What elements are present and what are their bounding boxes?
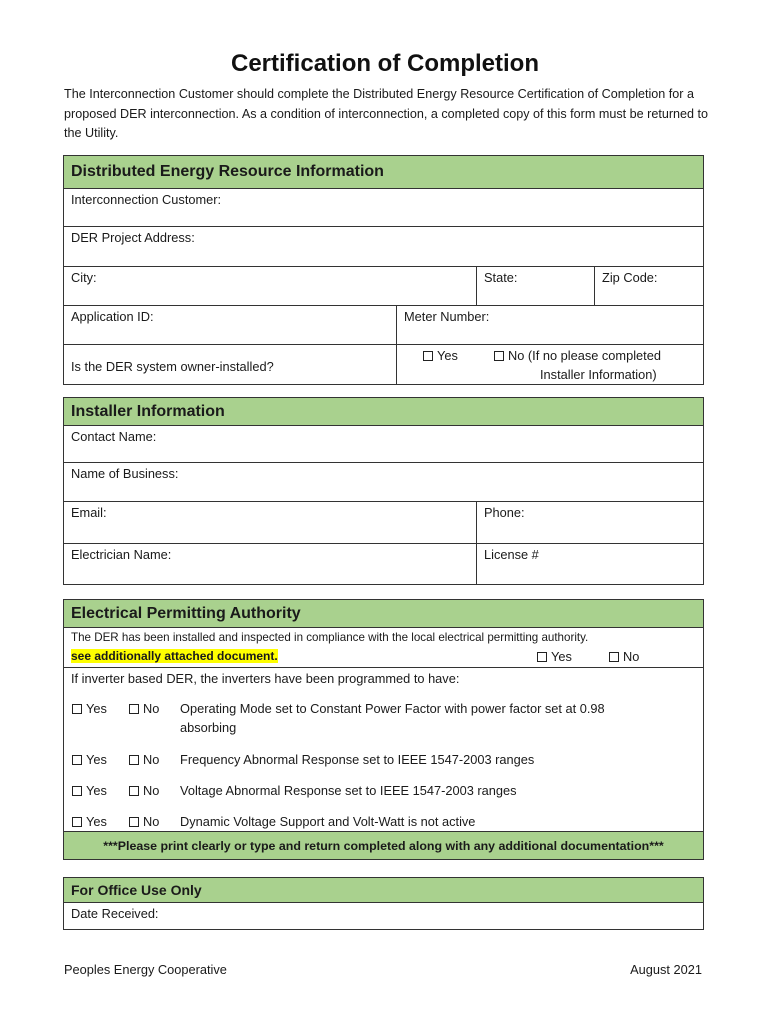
owner-no-label-continued: Installer Information) — [540, 367, 657, 382]
checkbox-icon[interactable] — [72, 755, 82, 765]
city-field[interactable]: City: — [64, 267, 477, 305]
intro-paragraph: The Interconnection Customer should complete the Distributed Energy Resource Certification of Completion for a proposed DER interconnection. As a condition of interconnection, a completed copy of this form must be returned to the Utility. — [64, 87, 709, 140]
inverter-block — [64, 668, 703, 832]
permit-yes-option[interactable] — [537, 649, 572, 664]
inverter-item — [72, 783, 702, 803]
checkbox-icon[interactable] — [72, 704, 82, 714]
inverter-yes-label: Yes — [86, 814, 107, 829]
office-use-section — [63, 877, 704, 930]
inverter-no-label: No — [143, 752, 160, 767]
footer-date: August 2021 — [630, 962, 702, 977]
der-project-address-field[interactable]: DER Project Address: — [71, 230, 195, 245]
inverter-no-option[interactable] — [129, 752, 159, 767]
permit-statement-row — [64, 628, 703, 668]
inverter-yes-label: Yes — [86, 752, 107, 767]
inverter-item — [72, 752, 702, 772]
inverter-item — [72, 814, 702, 832]
inverter-item-text-continued: absorbing — [180, 720, 237, 735]
checkbox-icon[interactable] — [129, 786, 139, 796]
checkbox-icon[interactable] — [129, 755, 139, 765]
inverter-yes-option[interactable] — [72, 701, 107, 716]
inverter-yes-label: Yes — [86, 701, 107, 716]
inverter-intro: If inverter based DER, the inverters have been programmed to have: — [71, 671, 460, 686]
checkbox-icon[interactable] — [72, 786, 82, 796]
permitting-header: Electrical Permitting Authority — [64, 600, 703, 628]
zip-code-field[interactable]: Zip Code: — [602, 270, 658, 285]
owner-yes-label: Yes — [437, 348, 458, 363]
checkbox-icon[interactable] — [537, 652, 547, 662]
owner-installed-label: Is the DER system owner-installed? — [71, 358, 274, 374]
inverter-no-label: No — [143, 701, 160, 716]
der-info-section — [63, 155, 704, 385]
owner-no-option[interactable] — [494, 348, 661, 363]
inverter-no-option[interactable] — [129, 783, 159, 798]
permit-no-option[interactable] — [609, 649, 639, 664]
owner-no-label: No (If no please completed — [508, 348, 661, 363]
inverter-no-option[interactable] — [129, 814, 159, 829]
inverter-no-label: No — [143, 814, 160, 829]
permitting-section — [63, 599, 704, 860]
inverter-yes-option[interactable] — [72, 783, 107, 798]
permit-no-label: No — [623, 649, 640, 664]
der-info-header: Distributed Energy Resource Information — [64, 156, 703, 189]
checkbox-icon[interactable] — [129, 704, 139, 714]
inverter-yes-label: Yes — [86, 783, 107, 798]
inverter-no-option[interactable] — [129, 701, 159, 716]
installer-info-section — [63, 397, 704, 585]
interconnection-customer-field[interactable]: Interconnection Customer: — [71, 192, 222, 207]
owner-installed-options — [397, 345, 703, 384]
date-received-field[interactable]: Date Received: — [71, 906, 159, 921]
electrician-name-field[interactable]: Electrician Name: — [64, 544, 477, 584]
permit-statement: The DER has been installed and inspected in compliance with the local electrical permitting authority. — [71, 631, 589, 644]
application-id-field[interactable]: Application ID: — [64, 306, 397, 344]
contact-name-field[interactable]: Contact Name: — [71, 429, 157, 444]
inverter-yes-option[interactable] — [72, 752, 107, 767]
inverter-yes-option[interactable] — [72, 814, 107, 829]
print-clearly-notice: ***Please print clearly or type and return completed along with any additional documentation*** — [64, 832, 703, 859]
permit-yes-label: Yes — [551, 649, 572, 664]
checkbox-icon[interactable] — [494, 351, 504, 361]
meter-number-field[interactable]: Meter Number: — [404, 309, 490, 324]
inverter-item-text: Voltage Abnormal Response set to IEEE 1547-2003 ranges — [180, 783, 517, 798]
inverter-item-text: Operating Mode set to Constant Power Factor with power factor set at 0.98 — [180, 701, 605, 716]
inverter-no-label: No — [143, 783, 160, 798]
inverter-item-text: Frequency Abnormal Response set to IEEE 1547-2003 ranges — [180, 752, 535, 767]
attached-document-note: see additionally attached document. — [71, 649, 278, 663]
inverter-item-text: Dynamic Voltage Support and Volt-Watt is not active — [180, 814, 476, 829]
checkbox-icon[interactable] — [129, 817, 139, 827]
license-field[interactable]: License # — [484, 547, 539, 562]
email-field[interactable]: Email: — [64, 502, 477, 543]
state-field[interactable]: State: — [477, 267, 595, 305]
owner-installed-question — [64, 345, 397, 384]
business-name-field[interactable]: Name of Business: — [71, 466, 179, 481]
checkbox-icon[interactable] — [609, 652, 619, 662]
inverter-item — [72, 701, 702, 741]
checkbox-icon[interactable] — [423, 351, 433, 361]
footer-organization: Peoples Energy Cooperative — [64, 962, 227, 977]
office-use-header: For Office Use Only — [64, 878, 703, 903]
phone-field[interactable]: Phone: — [484, 505, 525, 520]
owner-yes-option[interactable] — [423, 348, 458, 363]
checkbox-icon[interactable] — [72, 817, 82, 827]
page-title: Certification of Completion — [231, 50, 539, 77]
installer-info-header: Installer Information — [64, 398, 703, 426]
